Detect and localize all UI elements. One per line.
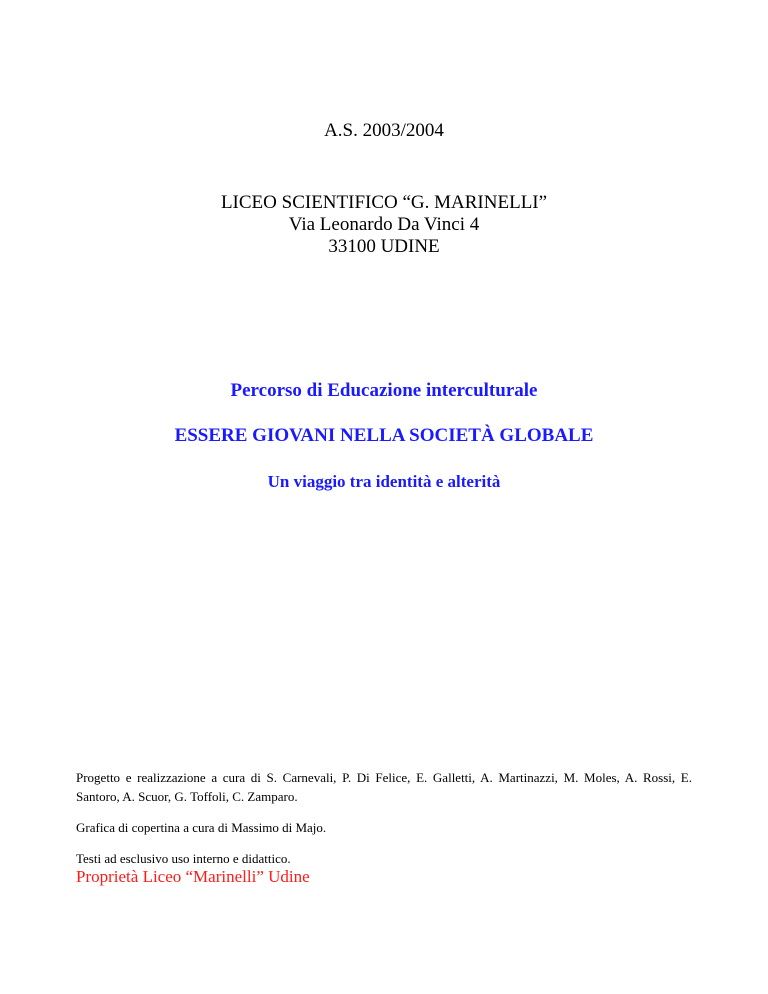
school-city: 33100 UDINE [328, 236, 440, 257]
project-credits: Progetto e realizzazione a cura di S. Carnevali, P. Di Felice, E. Galletti, A. Martinazzi, M. Moles, A. Rossi, E. Santoro, A. Scuor, G. Toffoli, C. Zamparo. [76, 770, 692, 804]
property-note: Proprietà Liceo “Marinelli” Udine [76, 867, 310, 886]
school-name: LICEO SCIENTIFICO “G. MARINELLI” [220, 192, 548, 213]
school-year: A.S. 2003/2004 [324, 120, 444, 141]
course-title: ESSERE GIOVANI NELLA SOCIETÀ GLOBALE [174, 425, 594, 446]
course-type: Percorso di Educazione interculturale [230, 380, 538, 401]
school-address-block [0, 192, 768, 258]
cover-credit: Grafica di copertina a cura di Massimo di Majo. [76, 820, 327, 835]
usage-note: Testi ad esclusivo uso interno e didattico. [76, 851, 291, 866]
course-subtitle: Un viaggio tra identità e alterità [267, 472, 501, 491]
school-street: Via Leonardo Da Vinci 4 [288, 214, 480, 235]
